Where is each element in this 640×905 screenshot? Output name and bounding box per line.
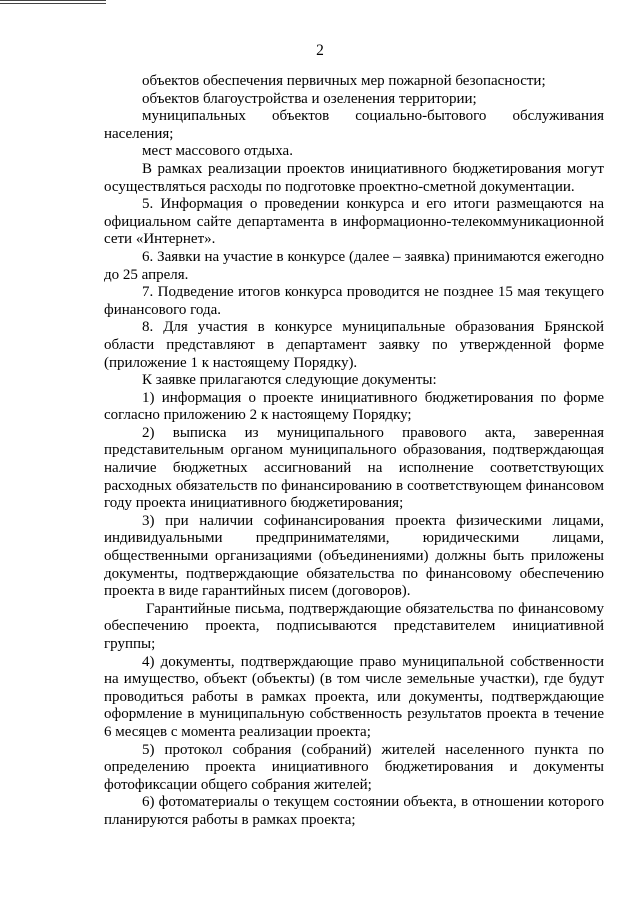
corner-rule (0, 0, 106, 4)
paragraph: 5) протокол собрания (собраний) жителей населенного пункта по определению проекта инициативного бюджетирования и документы фотофиксации общего собрания жителей; (104, 741, 604, 793)
paragraph: 5. Информация о проведении конкурса и его итоги размещаются на официальном сайте департамента в информационно-телекоммуникационной сети «Интернет». (104, 196, 604, 248)
paragraph: 1) информация о проекте инициативного бюджетирования по форме согласно приложению 2 к настоящему Порядку; (104, 389, 604, 424)
document-body (104, 73, 604, 830)
paragraph: В рамках реализации проектов инициативного бюджетирования могут осуществляться расходы по подготовке проектно-сметной документации. (104, 160, 604, 195)
paragraph: 2) выписка из муниципального правового акта, заверенная представительным органом муниципального образования, подтверждающая наличие бюджетных ассигнований на исполнение соответствующих расходных обязательств по финансированию в соответствующем финансовом году проекта инициативного бюджетирования; (104, 424, 604, 512)
page-number: 2 (316, 42, 324, 59)
paragraph: 7. Подведение итогов конкурса проводится не позднее 15 мая текущего финансового года. (104, 284, 604, 318)
paragraph: 8. Для участия в конкурсе муниципальные образования Брянской области представляют в департамент заявку по утвержденной форме (приложение 1 к настоящему Порядку). (104, 319, 604, 371)
paragraph: Гарантийные письма, подтверждающие обязательства по финансовому обеспечению проекта, подписываются представителем инициативной группы; (104, 600, 604, 652)
paragraph: 6) фотоматериалы о текущем состоянии объекта, в отношении которого планируются работы в рамках проекта; (104, 794, 604, 828)
paragraph: 3) при наличии софинансирования проекта физическими лицами, индивидуальными предпринимателями, юридическими лицами, общественными организациями (объединениями) должны быть приложены документы, подтверждающие обязательства по финансовому обеспечению проекта в виде гарантийных писем (договоров). (104, 512, 604, 600)
paragraph: мест массового отдыха. (142, 143, 293, 160)
paragraph: объектов обеспечения первичных мер пожарной безопасности; (142, 73, 546, 89)
paragraph: 6. Заявки на участие в конкурсе (далее – заявка) принимаются ежегодно до 25 апреля. (104, 248, 604, 283)
paragraph: объектов благоустройства и озеленения территории; (142, 90, 477, 107)
paragraph: 4) документы, подтверждающие право муниципальной собственности на имущество, объект (объекты) (в том числе земельные участки), где будут проводиться работы в рамках проекта, или документы, подтверждающие оформление в муниципальную собственность результатов проекта в течение 6 месяцев с момента реализации проекта; (104, 653, 604, 740)
paragraph: муниципальных объектов социально-бытового обслуживания населения; (104, 108, 604, 142)
paragraph: К заявке прилагаются следующие документы: (142, 372, 437, 389)
